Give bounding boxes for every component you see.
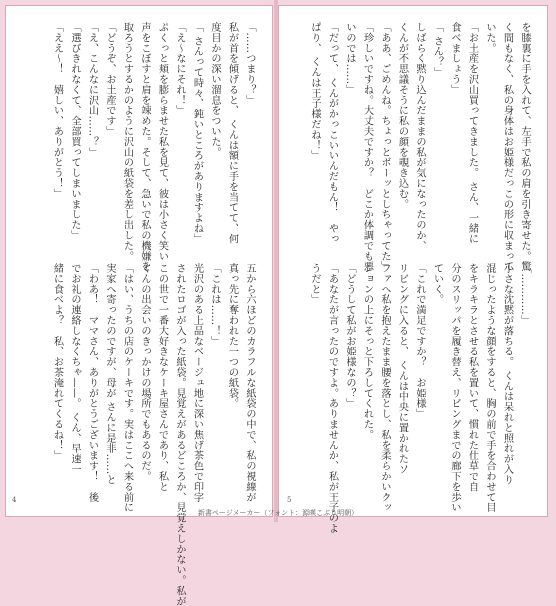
- text-line: 「どうして私がお姫様なの？」: [344, 263, 355, 409]
- text-line: 私が首を傾げると、 くんは額に手を当てて、何: [226, 22, 238, 244]
- text-line: 光沢のある上品なベージュ地に深い焦げ茶色で印字: [191, 263, 203, 503]
- text-line: 「……つまり？」: [244, 22, 255, 106]
- text-line: 「ええ〜！ 嬉しい、ありがとう！」: [51, 22, 63, 199]
- text-line: 「 さんって時々、鈍いところがありますよね」: [191, 22, 203, 244]
- right-top-text: [306, 22, 534, 272]
- text-line: く間もなく、私の身体はお姫様だっこの形に収まって: [501, 22, 513, 272]
- left-top-text: [48, 22, 258, 272]
- text-line: ぷくっと頬を膨らませた私を見て、彼は小さく笑い: [156, 22, 168, 262]
- text-line: 「ああ、ごめんね。ちょっとボーッとしちゃってた」: [379, 22, 390, 272]
- page-number: 4: [12, 496, 17, 504]
- text-line: しばらく黙り込んだままの私が気になったのか、: [414, 22, 425, 251]
- text-line: うだと」: [309, 263, 320, 305]
- text-line: リビングに入ると、 くんは中央に置かれたソ: [396, 263, 408, 475]
- text-line: 分のスリッパを履き替え、リビングまでの廊下を歩い: [449, 263, 460, 513]
- page-number: 5: [287, 496, 292, 504]
- text-line: されたロゴが入った紙袋。見覚えがあるどころか、見覚えしかない。私が: [174, 263, 185, 606]
- text-line: をキラキラとさせる私を置いて、慣れた仕草で自: [466, 263, 478, 492]
- text-line: 「わあ！ ママさん、ありがとうございます！ 後: [86, 263, 98, 503]
- text-line: 「え、こんなに沢山……？」: [86, 22, 98, 158]
- text-line: ションの上にそっと下ろしてくれた。: [361, 263, 373, 440]
- text-line: くんが不思議そうに私の顔を覗き込む。: [396, 22, 408, 210]
- text-line: 実家へ寄ったのですが、母が さんに是非……と: [104, 263, 115, 485]
- book-spine: [274, 0, 278, 522]
- text-line: 「これは……！」: [209, 263, 220, 347]
- text-line: 「お土産を沢山買ってきました。 さん、一緒に: [466, 22, 478, 244]
- text-line: 小さな沈黙が落ちる。 くんは呆れと照れが入り: [501, 263, 513, 485]
- text-line: いた。: [484, 22, 495, 54]
- text-line: 食べましょう」: [449, 22, 460, 95]
- footer-credit: 新書ページメーカー（フォント：源暎こぶり明朝）: [197, 509, 359, 517]
- text-line: でお礼の連絡しなくちゃ——。 くん、早速一: [69, 263, 80, 475]
- right-page: [279, 6, 547, 534]
- text-line: 「あなたが言ったのですよ。ありませんか、私が王子のよ: [326, 263, 338, 534]
- text-line: 「え〜なにそれ！」: [174, 22, 185, 116]
- text-line: を膝裏に手を入れて、左手で私の肩を引き寄せた。驚: [519, 22, 530, 272]
- text-line: 「…………」: [519, 263, 530, 326]
- text-line: 度目かの深い溜息をついた。: [209, 22, 220, 158]
- text-line: 混じったような顔をすると、胸の前で手を合わせて目: [484, 263, 495, 513]
- text-line: 取ろうとするかのように沢山の紙袋を差し出した。: [121, 22, 133, 262]
- text-line: くんの出会いのきっかけの場所でもあるのだ。: [139, 263, 150, 482]
- text-line: ぱり、 くんは王子様だね！」: [309, 22, 320, 161]
- right-bottom-text: [306, 263, 534, 534]
- text-line: 五から六ほどのカラフルな紙袋の中で、私の視線が: [244, 263, 255, 503]
- text-line: いのでは……」: [344, 22, 355, 95]
- text-line: ファへ私を抱えたまま腰を落とし、私を柔らかいクッ: [379, 263, 390, 513]
- text-line: 真っ先に奪われた一つの紙袋。: [226, 263, 238, 409]
- text-line: 「 さん？」: [431, 22, 443, 78]
- text-line: 「どうぞ、お土産です」: [104, 22, 115, 137]
- left-bottom-text: [48, 263, 258, 606]
- text-line: この世で一番大好きなケーキ屋さんであり、私と: [156, 263, 168, 492]
- text-line: 緒に食べよ？ 私、お茶淹れてくるね！」: [51, 263, 63, 461]
- text-line: ていく。: [431, 263, 443, 305]
- text-line: 「選びきれなくて、全部買ってしまいました」: [69, 22, 80, 241]
- text-line: 「だって、 くんがかっこいいんだもん！ やっ: [326, 22, 338, 244]
- text-line: 「はい、うちの店のケーキです。実はここへ来る前に: [121, 263, 133, 513]
- text-line: 「珍しいですね。大丈夫ですか？ どこか体調でも悪: [361, 22, 373, 272]
- left-page: [6, 6, 272, 606]
- text-line: 声をこぼすと肩を竦めた。そして、急いで私の機嫌を: [139, 22, 150, 272]
- text-line: 「これで満足ですか？ お姫様」: [414, 263, 425, 419]
